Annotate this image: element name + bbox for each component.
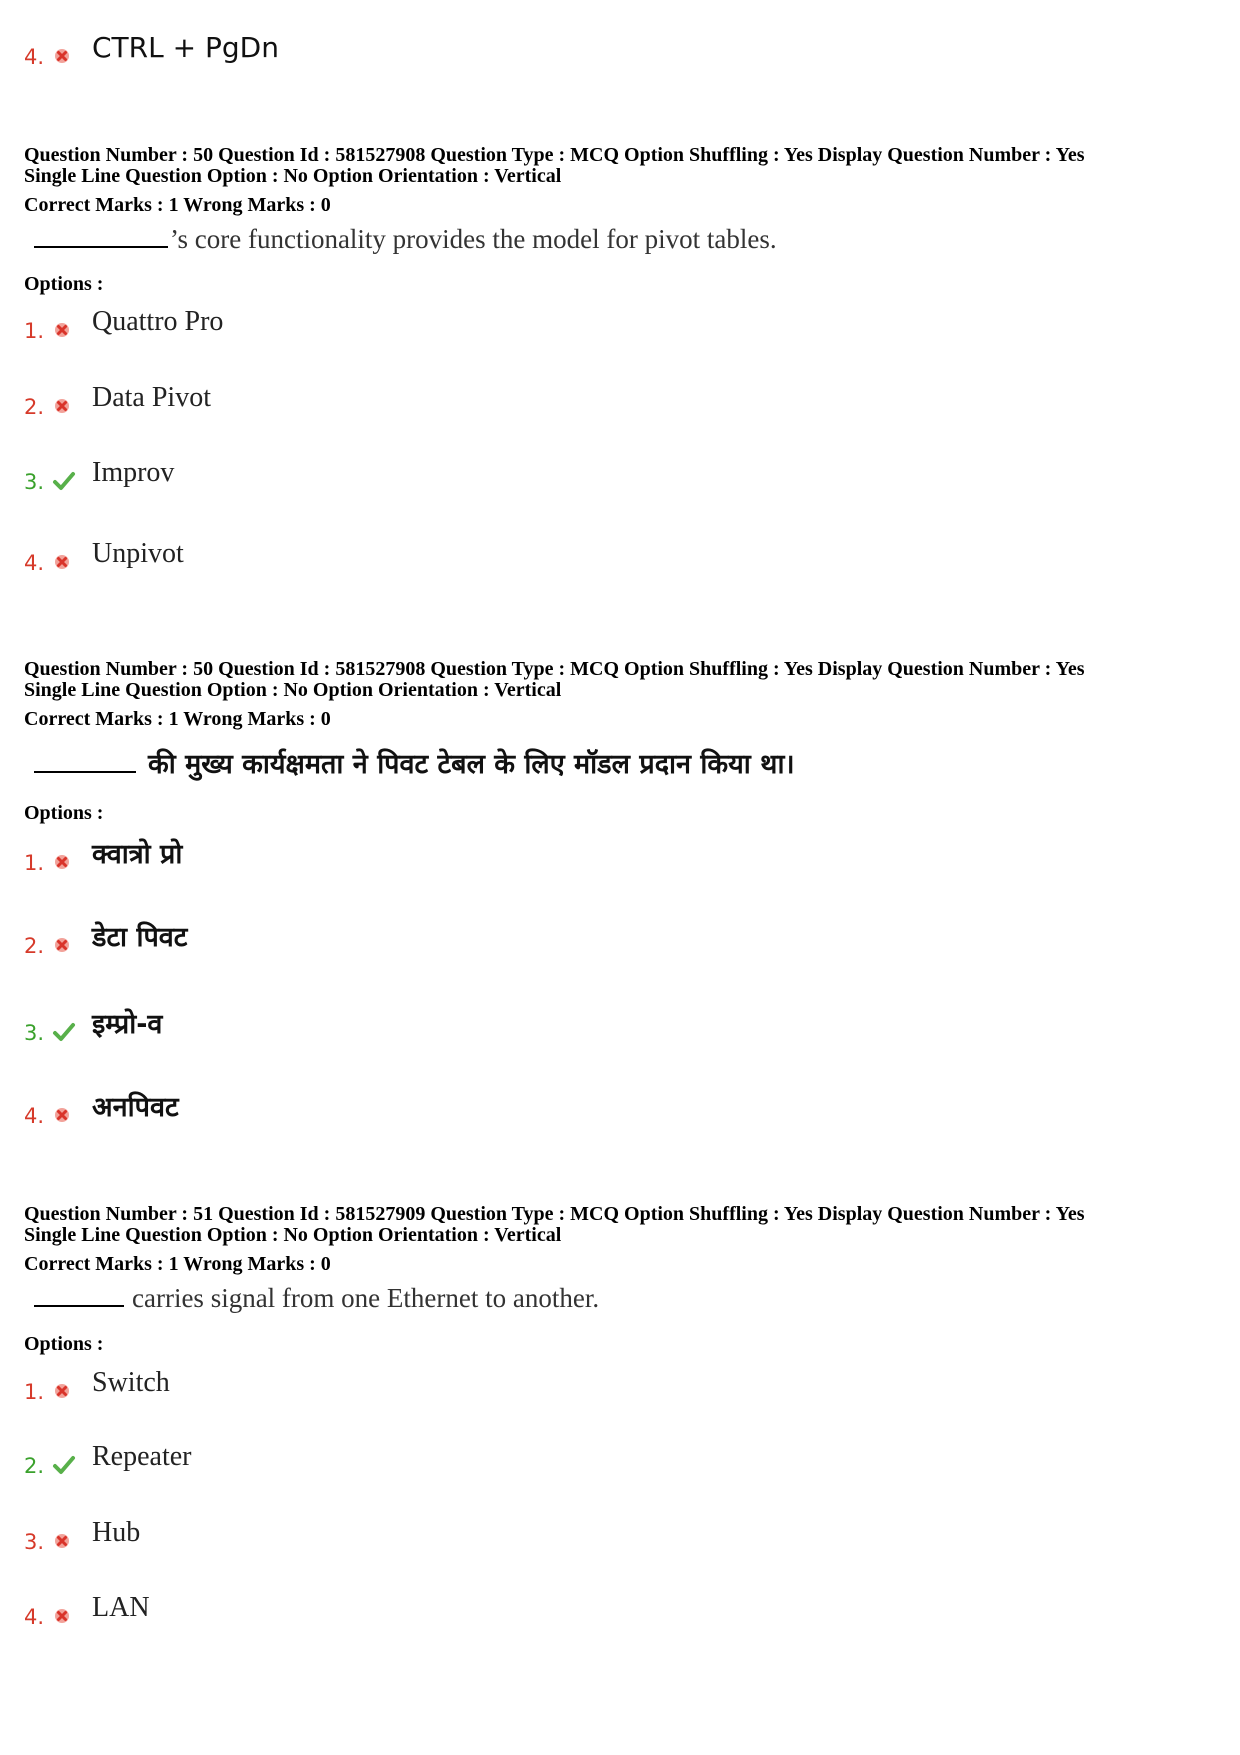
option-number: 4. bbox=[24, 551, 45, 575]
option-text: Repeater bbox=[92, 1441, 192, 1472]
cross-icon bbox=[54, 48, 70, 64]
option-number: 2. bbox=[24, 395, 45, 419]
question-meta-line2: Single Line Question Option : No Option Orientation : Vertical bbox=[24, 165, 562, 187]
cross-icon bbox=[54, 1107, 70, 1123]
answer-blank bbox=[34, 1305, 124, 1307]
option-text: क्वात्रो प्रो bbox=[92, 839, 183, 870]
options-label: Options : bbox=[24, 273, 104, 295]
option-number: 4. bbox=[24, 45, 45, 69]
option-text: अनपिवट bbox=[92, 1092, 179, 1123]
options-label: Options : bbox=[24, 1333, 104, 1355]
question-meta: Question Number : 51 Question Id : 581527909 Question Type : MCQ Option Shuffling : Yes Display Question Number : Yes bbox=[24, 1203, 1085, 1225]
cross-icon bbox=[54, 1383, 70, 1399]
option-text: Quattro Pro bbox=[92, 306, 224, 337]
option-number: 1. bbox=[24, 1380, 45, 1404]
check-icon bbox=[52, 1020, 76, 1044]
option-text: Improv bbox=[92, 457, 175, 488]
option-text: LAN bbox=[92, 1592, 150, 1623]
question-text: carries signal from one Ethernet to another. bbox=[34, 1283, 599, 1314]
question-meta-line2: Single Line Question Option : No Option Orientation : Vertical bbox=[24, 1224, 562, 1246]
marks-info: Correct Marks : 1 Wrong Marks : 0 bbox=[24, 708, 331, 730]
check-icon bbox=[52, 469, 76, 493]
cross-icon bbox=[54, 937, 70, 953]
option-number: 2. bbox=[24, 1454, 45, 1478]
option-number: 2. bbox=[24, 934, 45, 958]
cross-icon bbox=[54, 1533, 70, 1549]
option-number: 1. bbox=[24, 851, 45, 875]
option-text: CTRL + PgDn bbox=[92, 31, 279, 64]
option-number: 4. bbox=[24, 1605, 45, 1629]
option-text: इम्प्रो-व bbox=[92, 1009, 163, 1040]
question-text: की मुख्य कार्यक्षमता ने पिवट टेबल के लिए मॉडल प्रदान किया था। bbox=[34, 744, 795, 781]
cross-icon bbox=[54, 398, 70, 414]
options-label: Options : bbox=[24, 802, 104, 824]
option-text: Unpivot bbox=[92, 538, 184, 569]
option-number: 3. bbox=[24, 1530, 45, 1554]
option-number: 3. bbox=[24, 470, 45, 494]
cross-icon bbox=[54, 854, 70, 870]
cross-icon bbox=[54, 554, 70, 570]
option-number: 1. bbox=[24, 319, 45, 343]
question-meta-line2: Single Line Question Option : No Option Orientation : Vertical bbox=[24, 679, 562, 701]
marks-info: Correct Marks : 1 Wrong Marks : 0 bbox=[24, 1253, 331, 1275]
option-text: Switch bbox=[92, 1367, 170, 1398]
cross-icon bbox=[54, 1608, 70, 1624]
question-meta: Question Number : 50 Question Id : 581527908 Question Type : MCQ Option Shuffling : Yes Display Question Number : Yes bbox=[24, 658, 1085, 680]
option-number: 3. bbox=[24, 1021, 45, 1045]
cross-icon bbox=[54, 322, 70, 338]
option-text: Hub bbox=[92, 1517, 141, 1548]
option-number: 4. bbox=[24, 1104, 45, 1128]
marks-info: Correct Marks : 1 Wrong Marks : 0 bbox=[24, 194, 331, 216]
option-text: डेटा पिवट bbox=[92, 922, 188, 953]
answer-blank bbox=[34, 771, 136, 773]
option-text: Data Pivot bbox=[92, 382, 211, 413]
check-icon bbox=[52, 1453, 76, 1477]
answer-blank bbox=[34, 246, 168, 248]
question-text: ’s core functionality provides the model for pivot tables. bbox=[34, 224, 777, 255]
question-meta: Question Number : 50 Question Id : 581527908 Question Type : MCQ Option Shuffling : Yes Display Question Number : Yes bbox=[24, 144, 1085, 166]
